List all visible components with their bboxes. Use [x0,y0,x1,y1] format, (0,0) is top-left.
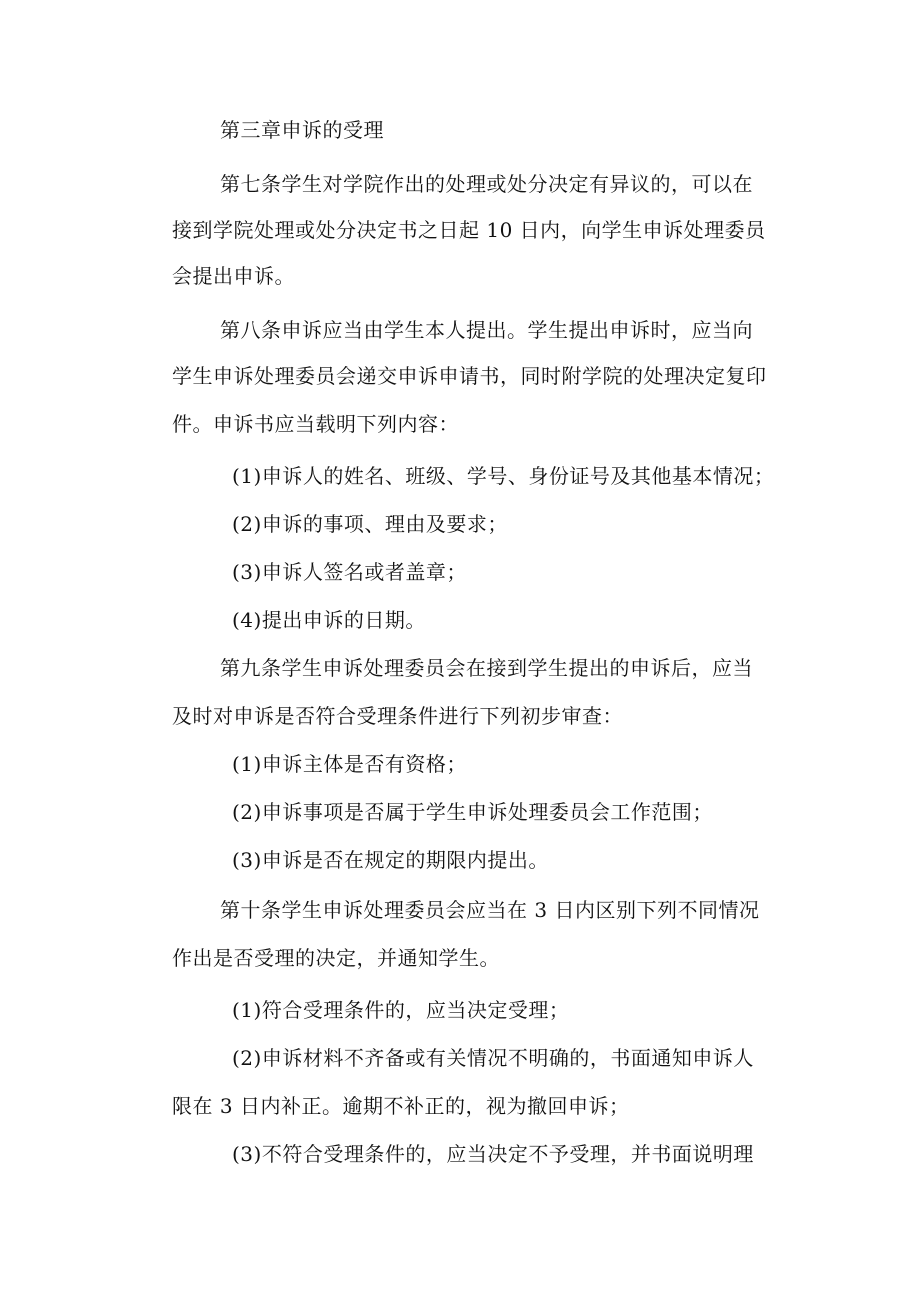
article-9-item-2: (2)申诉事项是否属于学生申诉处理委员会工作范围； [232,800,713,824]
article-8-line-3: 件。申诉书应当载明下列内容： [172,412,459,436]
article-8-item-2: (2)申诉的事项、理由及要求； [232,512,508,536]
article-9-item-1: (1)申诉主体是否有资格； [232,752,467,776]
article-8-item-4: (4)提出申诉的日期。 [232,608,426,632]
article-8-item-3: (3)申诉人签名或者盖章； [232,560,467,584]
article-7-line-1: 第七条学生对学院作出的处理或处分决定有异议的，可以在 [220,172,753,196]
article-10-item-2-line-2: 限在 3 日内补正。逾期不补正的，视为撤回申诉； [172,1094,630,1118]
article-10-line-2: 作出是否受理的决定，并通知学生。 [172,946,500,970]
article-8-line-2: 学生申诉处理委员会递交申诉申请书，同时附学院的处理决定复印 [172,364,767,388]
article-9-item-3: (3)申诉是否在规定的期限内提出。 [232,848,549,872]
article-9-line-2: 及时对申诉是否符合受理条件进行下列初步审查： [172,704,623,728]
article-9-line-1: 第九条学生申诉处理委员会在接到学生提出的申诉后，应当 [220,656,753,680]
article-10-item-2-line-1: (2)申诉材料不齐备或有关情况不明确的，书面通知申诉人 [232,1046,754,1070]
article-8-item-1: (1)申诉人的姓名、班级、学号、身份证号及其他基本情况； [232,464,775,488]
article-10-item-1: (1)符合受理条件的，应当决定受理； [232,998,570,1022]
article-10-item-3: (3)不符合受理条件的，应当决定不予受理，并书面说明理 [232,1142,754,1166]
chapter-title: 第三章申诉的受理 [220,118,384,142]
article-7-line-3: 会提出申诉。 [172,264,295,288]
article-7-line-2: 接到学院处理或处分决定书之日起 10 日内，向学生申诉处理委员 [172,218,766,242]
article-8-line-1: 第八条申诉应当由学生本人提出。学生提出申诉时，应当向 [220,318,753,342]
article-10-line-1: 第十条学生申诉处理委员会应当在 3 日内区别下列不同情况 [220,898,760,922]
